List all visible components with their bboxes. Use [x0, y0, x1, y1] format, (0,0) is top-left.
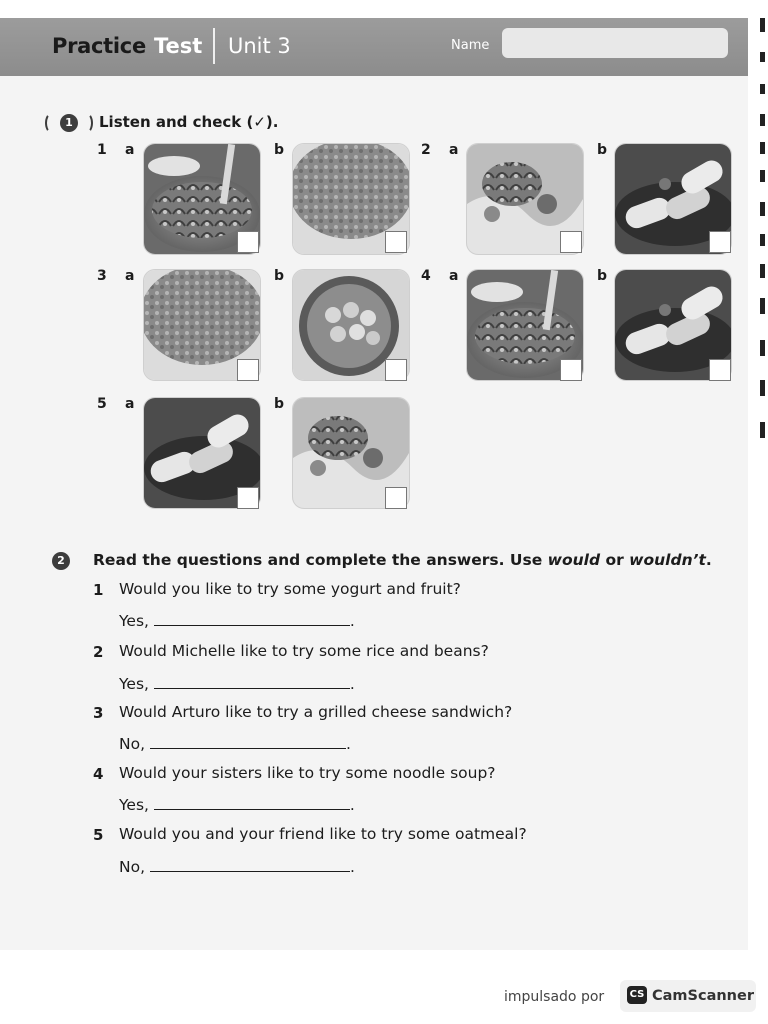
answer-line: No, . — [119, 735, 351, 753]
unit-label: Unit 3 — [228, 34, 291, 58]
question-text: Would Arturo like to try a grilled cheese sandwich? — [119, 703, 513, 721]
answer-line: No, . — [119, 858, 355, 876]
answer-line: Yes, . — [119, 796, 355, 814]
check-box-5a[interactable] — [237, 487, 259, 509]
name-field[interactable] — [502, 28, 728, 58]
check-box-1b[interactable] — [385, 231, 407, 253]
question-text: Would Michelle like to try some rice and beans? — [119, 642, 489, 660]
question-number: 2 — [93, 643, 104, 661]
title-test: Test — [154, 34, 203, 58]
answer-blank-1[interactable] — [154, 624, 350, 626]
question-number: 3 — [93, 704, 104, 722]
check-box-3a[interactable] — [237, 359, 259, 381]
check-box-2b[interactable] — [709, 231, 731, 253]
item-number: 5 — [97, 396, 107, 412]
option-letter: a — [449, 142, 459, 158]
option-letter: a — [125, 268, 135, 284]
header-divider — [213, 28, 215, 64]
listen-icon: 1 — [45, 111, 95, 135]
check-box-4b[interactable] — [709, 359, 731, 381]
question-text: Would your sisters like to try some noodle soup? — [119, 764, 496, 782]
question-text: Would you like to try some yogurt and fruit? — [119, 580, 461, 598]
check-box-2a[interactable] — [560, 231, 582, 253]
activity2-instruction: Read the questions and complete the answers. Use would or wouldn’t. — [93, 551, 712, 569]
item-number: 1 — [97, 142, 107, 158]
answer-line: Yes, . — [119, 612, 355, 630]
title-practice: Practice — [52, 34, 146, 58]
option-letter: b — [274, 396, 285, 412]
check-box-3b[interactable] — [385, 359, 407, 381]
option-letter: b — [274, 142, 285, 158]
header-bar — [0, 18, 748, 76]
name-label: Name — [451, 38, 490, 53]
answer-line: Yes, . — [119, 675, 355, 693]
camscanner-name: CamScanner — [652, 988, 754, 1004]
check-box-5b[interactable] — [385, 487, 407, 509]
question-text: Would you and your friend like to try some oatmeal? — [119, 825, 527, 843]
option-letter: a — [125, 396, 135, 412]
option-letter: b — [274, 268, 285, 284]
answer-blank-5[interactable] — [150, 870, 350, 872]
question-number: 5 — [93, 826, 104, 844]
check-box-4a[interactable] — [560, 359, 582, 381]
answer-blank-3[interactable] — [150, 747, 346, 749]
page-edge-marks — [752, 18, 768, 488]
answer-blank-2[interactable] — [154, 687, 350, 689]
question-number: 1 — [93, 581, 104, 599]
activity2-icon: 2 — [52, 552, 70, 570]
item-number: 4 — [421, 268, 431, 284]
check-box-1a[interactable] — [237, 231, 259, 253]
option-letter: a — [449, 268, 459, 284]
option-letter: b — [597, 268, 608, 284]
item-number: 3 — [97, 268, 107, 284]
option-letter: b — [597, 142, 608, 158]
item-number: 2 — [421, 142, 431, 158]
camscanner-logo-icon: CS — [627, 986, 647, 1004]
activity1-instruction: Listen and check (✓). — [99, 113, 279, 131]
question-number: 4 — [93, 765, 104, 783]
option-letter: a — [125, 142, 135, 158]
answer-blank-4[interactable] — [154, 808, 350, 810]
powered-by-text: impulsado por — [504, 989, 605, 1005]
